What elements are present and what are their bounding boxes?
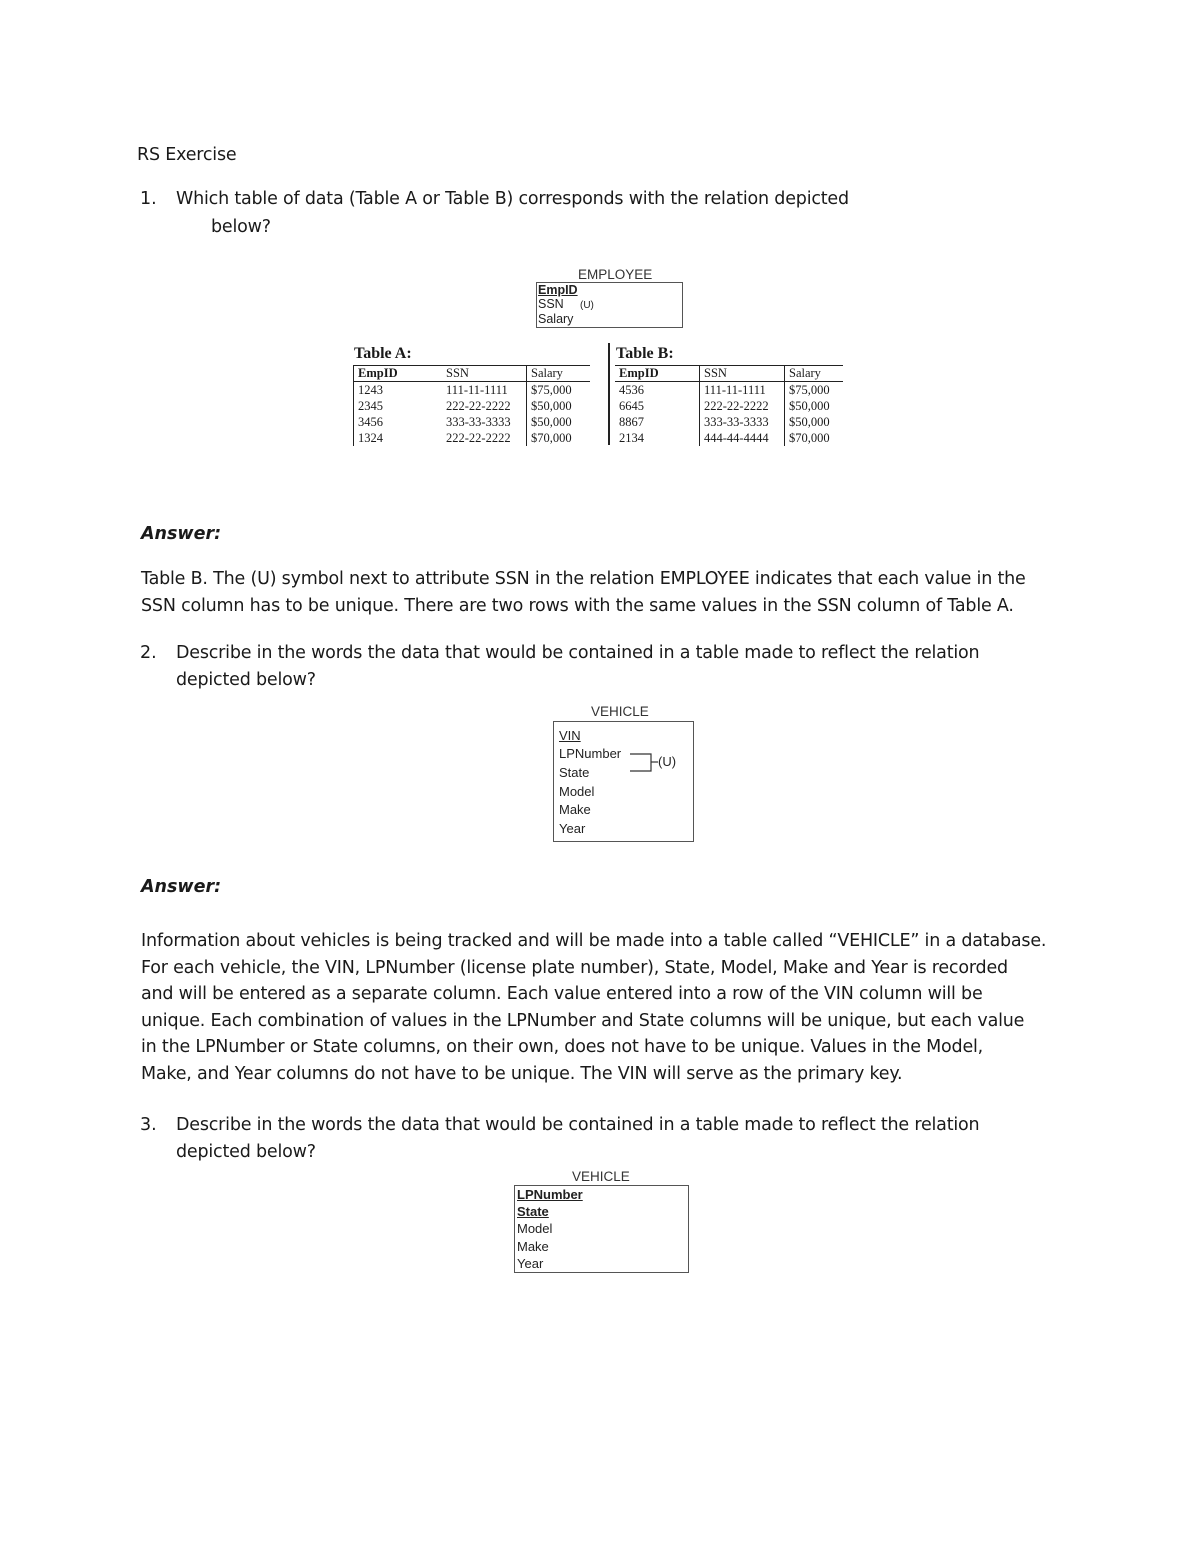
table-cell: 1243 — [354, 382, 443, 399]
table-a — [353, 365, 590, 446]
table-a-title: Table A: — [354, 345, 412, 362]
q1-number: 1. — [140, 189, 157, 209]
q2-number: 2. — [140, 643, 157, 663]
answer2-label: Answer: — [141, 877, 222, 897]
table-a-header: EmpID — [354, 366, 443, 382]
q2-text-line1: Describe in the words the data that would be contained in a table made to reflect the relation — [176, 643, 980, 663]
vehicle1-attr-make: Make — [559, 802, 591, 817]
table-cell: $75,000 — [785, 382, 844, 399]
table-a-header-row — [354, 366, 591, 382]
q2-text-line2: depicted below? — [176, 670, 316, 690]
vehicle1-attr-state: State — [559, 765, 590, 780]
table-row — [615, 414, 843, 430]
table-cell: 333-33-3333 — [700, 414, 785, 430]
answer2-line: For each vehicle, the VIN, LPNumber (license plate number), State, Model, Make and Year is recorded — [141, 957, 1008, 978]
doc-title: RS Exercise — [137, 145, 237, 165]
vehicle2-attr-model: Model — [517, 1221, 553, 1236]
vehicle2-relation-title: VEHICLE — [572, 1169, 630, 1184]
q3-text-line2: depicted below? — [176, 1142, 316, 1162]
table-row — [354, 398, 591, 414]
table-cell: $70,000 — [527, 430, 591, 446]
table-row — [615, 398, 843, 414]
table-cell: $50,000 — [785, 398, 844, 414]
vehicle1-attr-vin: VIN — [559, 728, 581, 743]
table-cell: 4536 — [619, 382, 644, 397]
table-cell: 222-22-2222 — [446, 430, 511, 445]
answer2-line: in the LPNumber or State columns, on their own, does not have to be unique. Values in the Model, — [141, 1037, 984, 1058]
q1-text-line2: below? — [211, 217, 271, 237]
answer1-line: SSN column has to be unique. There are two rows with the same values in the SSN column of Table A. — [141, 595, 1014, 616]
vehicle1-relation-title: VEHICLE — [591, 704, 649, 719]
vehicle2-attr-year: Year — [517, 1256, 544, 1271]
unique-group-bracket-icon — [628, 748, 658, 774]
table-cell: 333-33-3333 — [446, 414, 511, 429]
table-b-header-row — [615, 366, 843, 382]
table-cell: $50,000 — [527, 414, 591, 430]
table-cell: 6645 — [619, 398, 644, 413]
vehicle1-unique-marker: (U) — [658, 754, 677, 769]
answer2-text — [141, 928, 1046, 1088]
vehicle2-attr-state: State — [517, 1204, 549, 1219]
table-cell: 222-22-2222 — [446, 398, 511, 413]
table-cell: 8867 — [619, 414, 644, 429]
table-b — [615, 365, 843, 446]
table-cell: 2134 — [619, 430, 644, 445]
table-row — [354, 414, 591, 430]
table-b-header: Salary — [785, 366, 844, 382]
table-cell: 222-22-2222 — [700, 398, 785, 414]
table-cell: 3456 — [354, 414, 443, 430]
answer1-label: Answer: — [141, 524, 222, 544]
employee-attr-ssn: SSN — [538, 297, 564, 311]
table-cell: 111-11-1111 — [700, 382, 785, 399]
vehicle2-attr-lpnumber: LPNumber — [517, 1187, 583, 1202]
q3-text-line1: Describe in the words the data that would be contained in a table made to reflect the relation — [176, 1115, 980, 1135]
table-cell: $75,000 — [527, 382, 591, 399]
tables-divider — [608, 343, 610, 445]
employee-relation-title: EMPLOYEE — [578, 267, 653, 282]
table-cell: 2345 — [354, 398, 443, 414]
q1-text-line1: Which table of data (Table A or Table B) corresponds with the relation depicted — [176, 189, 849, 209]
table-a-header: Salary — [527, 366, 591, 382]
answer2-line: and will be entered as a separate column. Each value entered into a row of the VIN column will be — [141, 984, 983, 1005]
answer1-text — [141, 566, 1026, 619]
table-row — [354, 382, 591, 399]
table-cell: $70,000 — [785, 430, 844, 446]
employee-attr-empid: EmpID — [538, 283, 578, 297]
table-row — [615, 430, 843, 446]
answer1-line: Table B. The (U) symbol next to attribute SSN in the relation EMPLOYEE indicates that each value in the — [141, 569, 1026, 589]
answer2-line: Information about vehicles is being tracked and will be made into a table called “VEHICLE” in a database. — [141, 931, 1047, 951]
table-cell: 444-44-4444 — [700, 430, 785, 446]
table-cell: $50,000 — [785, 414, 844, 430]
table-a-header: SSN — [442, 366, 527, 382]
employee-ssn-unique-marker: (U) — [580, 300, 594, 311]
table-b-header: SSN — [700, 366, 785, 382]
table-row — [354, 430, 591, 446]
table-b-header: EmpID — [615, 366, 700, 382]
vehicle1-attr-year: Year — [559, 821, 586, 836]
table-cell: 111-11-1111 — [446, 382, 508, 397]
answer2-line: Make, and Year columns do not have to be unique. The VIN will serve as the primary key. — [141, 1063, 903, 1084]
vehicle2-attr-make: Make — [517, 1239, 549, 1254]
table-row — [615, 382, 843, 399]
table-cell: 1324 — [354, 430, 443, 446]
vehicle1-attr-lpnumber: LPNumber — [559, 746, 622, 761]
q3-number: 3. — [140, 1115, 157, 1135]
answer2-line: unique. Each combination of values in the LPNumber and State columns will be unique, but each value — [141, 1010, 1025, 1031]
vehicle1-attr-model: Model — [559, 784, 595, 799]
table-b-title: Table B: — [616, 345, 674, 362]
employee-attr-salary: Salary — [538, 312, 574, 326]
table-cell: $50,000 — [527, 398, 591, 414]
